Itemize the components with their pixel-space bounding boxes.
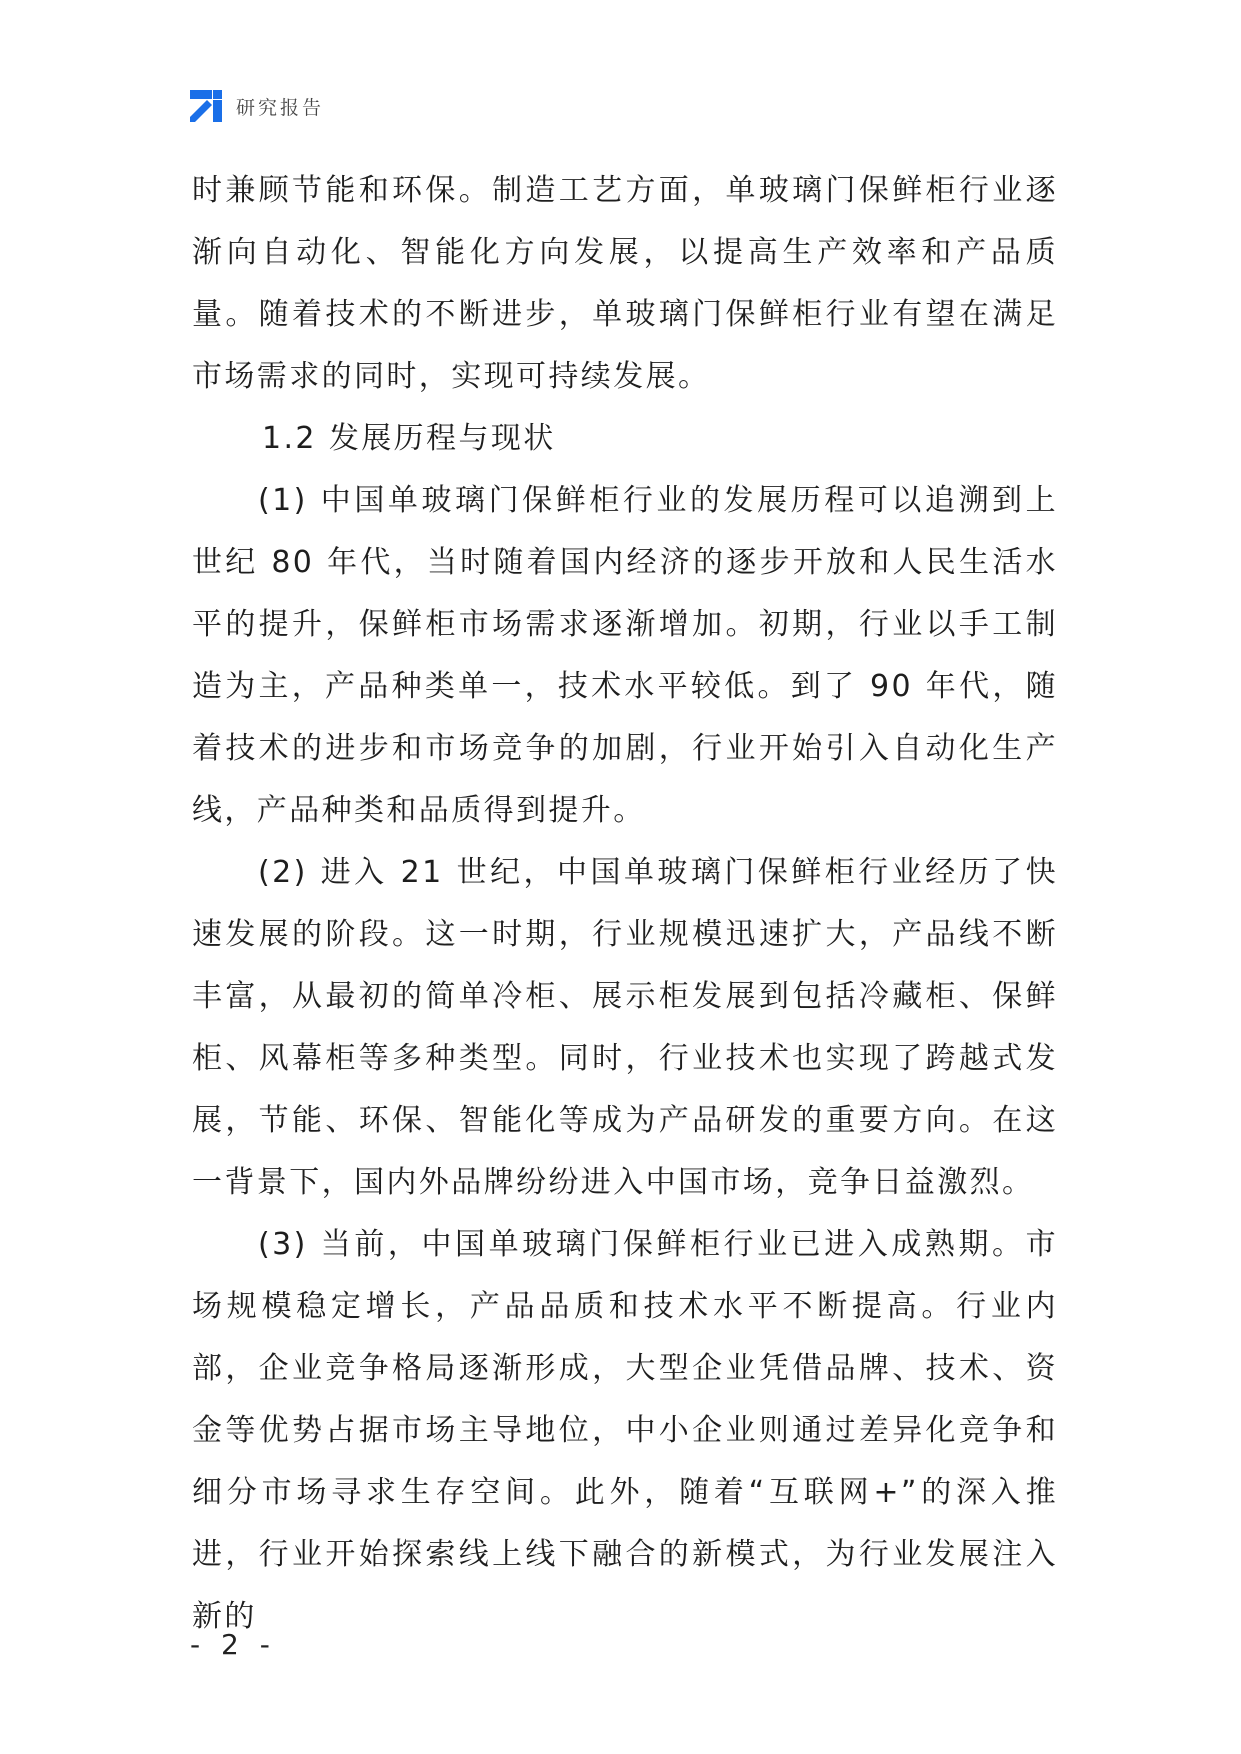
header-title: 研究报告 — [236, 96, 325, 119]
paragraph-intro: 时兼顾节能和环保。制造工艺方面，单玻璃门保鲜柜行业逐渐向自动化、智能化方向发展，以提高生产效率和产品质量。随着技术的不断进步，单玻璃门保鲜柜行业有望在满足市场需求的同时，实现可持续发展。 — [192, 173, 1058, 394]
document-header — [190, 88, 324, 124]
paragraph-2: (2) 进入 21 世纪，中国单玻璃门保鲜柜行业经历了快速发展的阶段。这一时期，行业规模迅速扩大，产品线不断丰富，从最初的简单冷柜、展示柜发展到包括冷藏柜、保鲜柜、风幕柜等多种类型。同时，行业技术也实现了跨越式发展，节能、环保、智能化等成为产品研发的重要方向。在这一背景下，国内外品牌纷纷进入中国市场，竞争日益激烈。 — [192, 855, 1058, 1200]
paragraph-3: (3) 当前，中国单玻璃门保鲜柜行业已进入成熟期。市场规模稳定增长，产品品质和技术水平不断提高。行业内部，企业竞争格局逐渐形成，大型企业凭借品牌、技术、资金等优势占据市场主导地位，中小企业则通过差异化竞争和细分市场寻求生存空间。此外，随着“互联网+”的深入推进，行业开始探索线上线下融合的新模式，为行业发展注入新的 — [192, 1227, 1058, 1634]
document-body — [192, 160, 1058, 1648]
section-heading: 1.2 发展历程与现状 — [262, 421, 556, 456]
arrow-logo-icon — [190, 90, 222, 122]
paragraph-1: (1) 中国单玻璃门保鲜柜行业的发展历程可以追溯到上世纪 80 年代，当时随着国内经济的逐步开放和人民生活水平的提升，保鲜柜市场需求逐渐增加。初期，行业以手工制造为主，产品种类单一，技术水平较低。到了 90 年代，随着技术的进步和市场竞争的加剧，行业开始引入自动化生产线，产品种类和品质得到提升。 — [192, 483, 1058, 828]
page-number: - 2 - — [190, 1628, 276, 1661]
